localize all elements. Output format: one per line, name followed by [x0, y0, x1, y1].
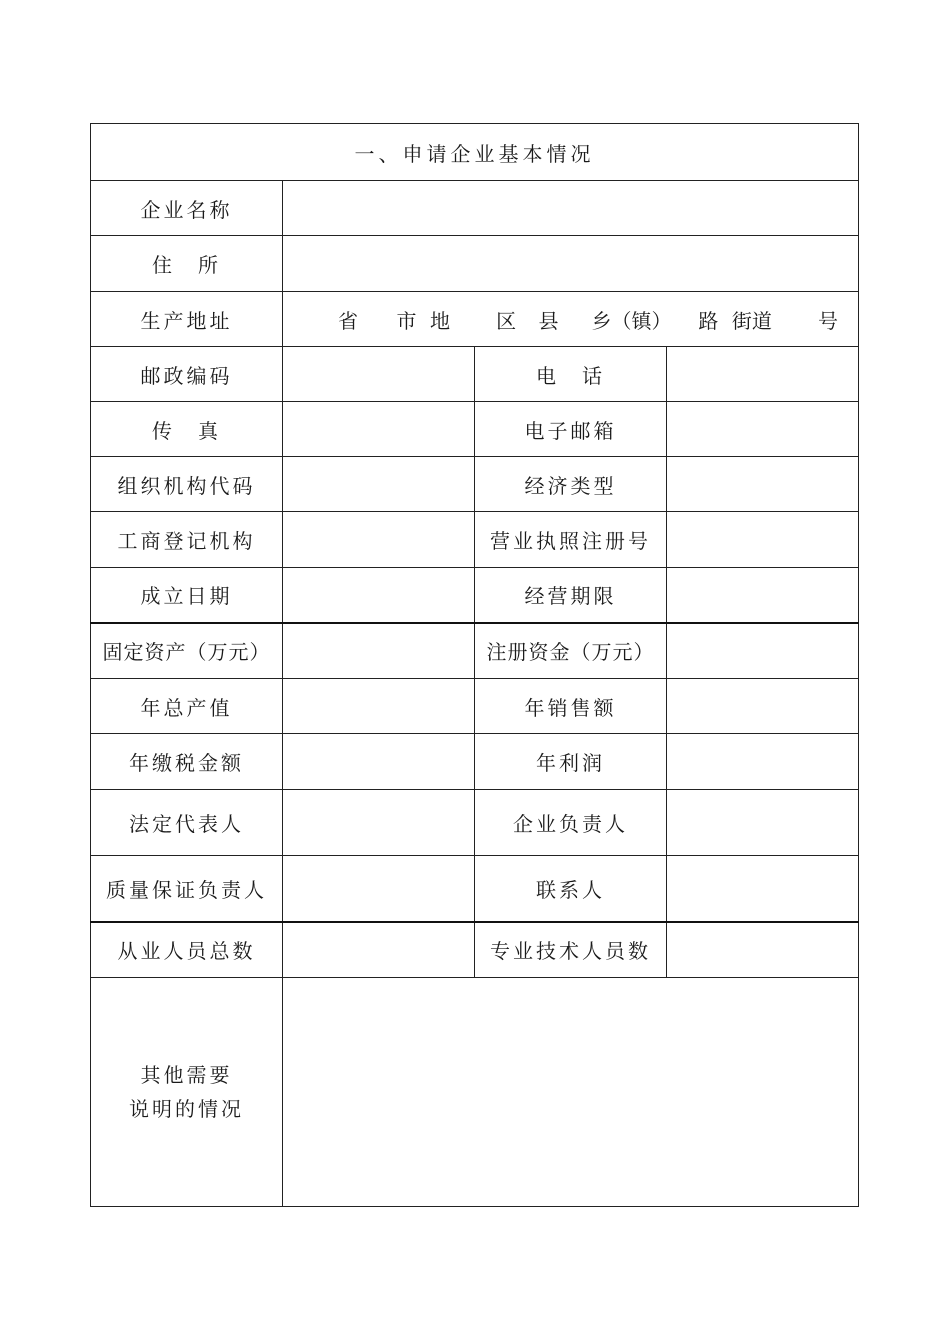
- annual-tax-field[interactable]: [283, 734, 475, 790]
- tax-profit-row: [91, 734, 859, 790]
- org-code-field[interactable]: [283, 457, 475, 512]
- other-notes-label-line2: 说明的情况: [129, 1097, 244, 1121]
- other-notes-row: [91, 978, 859, 1207]
- company-head-label: 企业负责人: [475, 790, 667, 856]
- enterprise-info-form: [90, 123, 859, 1207]
- fixed-assets-field[interactable]: [283, 623, 475, 679]
- tech-staff-label: 专业技术人员数: [475, 922, 667, 978]
- quality-contact-row: [91, 856, 859, 922]
- org-econ-row: [91, 457, 859, 512]
- other-notes-label: [91, 978, 283, 1207]
- email-field[interactable]: [667, 402, 859, 457]
- contact-person-label: 联系人: [475, 856, 667, 922]
- address-district-county: 区 县: [496, 308, 567, 333]
- fixed-assets-label: 固定资产（万元）: [91, 623, 283, 679]
- residence-label: 住 所: [91, 236, 283, 292]
- company-name-label: 企业名称: [91, 181, 283, 236]
- address-city: 市: [396, 308, 417, 333]
- postal-tel-row: [91, 347, 859, 402]
- staff-row: [91, 922, 859, 978]
- section-title: 一、申请企业基本情况: [91, 124, 859, 181]
- annual-profit-label: 年利润: [475, 734, 667, 790]
- company-name-field[interactable]: [283, 181, 859, 236]
- total-staff-field[interactable]: [283, 922, 475, 978]
- output-sales-row: [91, 679, 859, 734]
- business-license-field[interactable]: [667, 512, 859, 568]
- residence-row: [91, 236, 859, 292]
- fax-field[interactable]: [283, 402, 475, 457]
- fax-email-row: [91, 402, 859, 457]
- annual-profit-field[interactable]: [667, 734, 859, 790]
- other-notes-field[interactable]: [283, 978, 859, 1207]
- org-code-label: 组织机构代码: [91, 457, 283, 512]
- company-head-field[interactable]: [667, 790, 859, 856]
- address-street: 街道: [731, 308, 772, 333]
- registration-authority-field[interactable]: [283, 512, 475, 568]
- registration-authority-label: 工商登记机构: [91, 512, 283, 568]
- annual-sales-field[interactable]: [667, 679, 859, 734]
- address-prefecture: 地: [429, 308, 450, 333]
- annual-tax-label: 年缴税金额: [91, 734, 283, 790]
- contact-person-field[interactable]: [667, 856, 859, 922]
- legal-rep-label: 法定代表人: [91, 790, 283, 856]
- economic-type-field[interactable]: [667, 457, 859, 512]
- telephone-label: 电 话: [475, 347, 667, 402]
- tech-staff-field[interactable]: [667, 922, 859, 978]
- address-parts: [283, 305, 858, 334]
- annual-sales-label: 年销售额: [475, 679, 667, 734]
- business-term-label: 经营期限: [475, 568, 667, 623]
- established-date-field[interactable]: [283, 568, 475, 623]
- registered-capital-label: 注册资金（万元）: [475, 623, 667, 679]
- other-notes-label-line1: 其他需要: [140, 1063, 233, 1087]
- total-staff-label: 从业人员总数: [91, 922, 283, 978]
- quality-head-label: 质量保证负责人: [91, 856, 283, 922]
- postal-code-label: 邮政编码: [91, 347, 283, 402]
- address-province: 省: [338, 308, 358, 333]
- telephone-field[interactable]: [667, 347, 859, 402]
- company-name-row: [91, 181, 859, 236]
- annual-output-label: 年总产值: [91, 679, 283, 734]
- address-township: 乡（镇）: [591, 308, 672, 333]
- assets-capital-row: [91, 623, 859, 679]
- business-license-label: 营业执照注册号: [475, 512, 667, 568]
- established-date-label: 成立日期: [91, 568, 283, 623]
- address-road: 路: [698, 308, 719, 333]
- legal-rep-field[interactable]: [283, 790, 475, 856]
- dates-row: [91, 568, 859, 623]
- postal-code-field[interactable]: [283, 347, 475, 402]
- business-term-field[interactable]: [667, 568, 859, 623]
- production-address-row: [91, 292, 859, 347]
- quality-head-field[interactable]: [283, 856, 475, 922]
- representative-row: [91, 790, 859, 856]
- production-address-label: 生产地址: [91, 292, 283, 347]
- address-number: 号: [818, 308, 838, 333]
- economic-type-label: 经济类型: [475, 457, 667, 512]
- annual-output-field[interactable]: [283, 679, 475, 734]
- email-label: 电子邮箱: [475, 402, 667, 457]
- section-title-row: [91, 124, 859, 181]
- production-address-field[interactable]: [283, 292, 859, 347]
- fax-label: 传 真: [91, 402, 283, 457]
- registered-capital-field[interactable]: [667, 623, 859, 679]
- residence-field[interactable]: [283, 236, 859, 292]
- registration-row: [91, 512, 859, 568]
